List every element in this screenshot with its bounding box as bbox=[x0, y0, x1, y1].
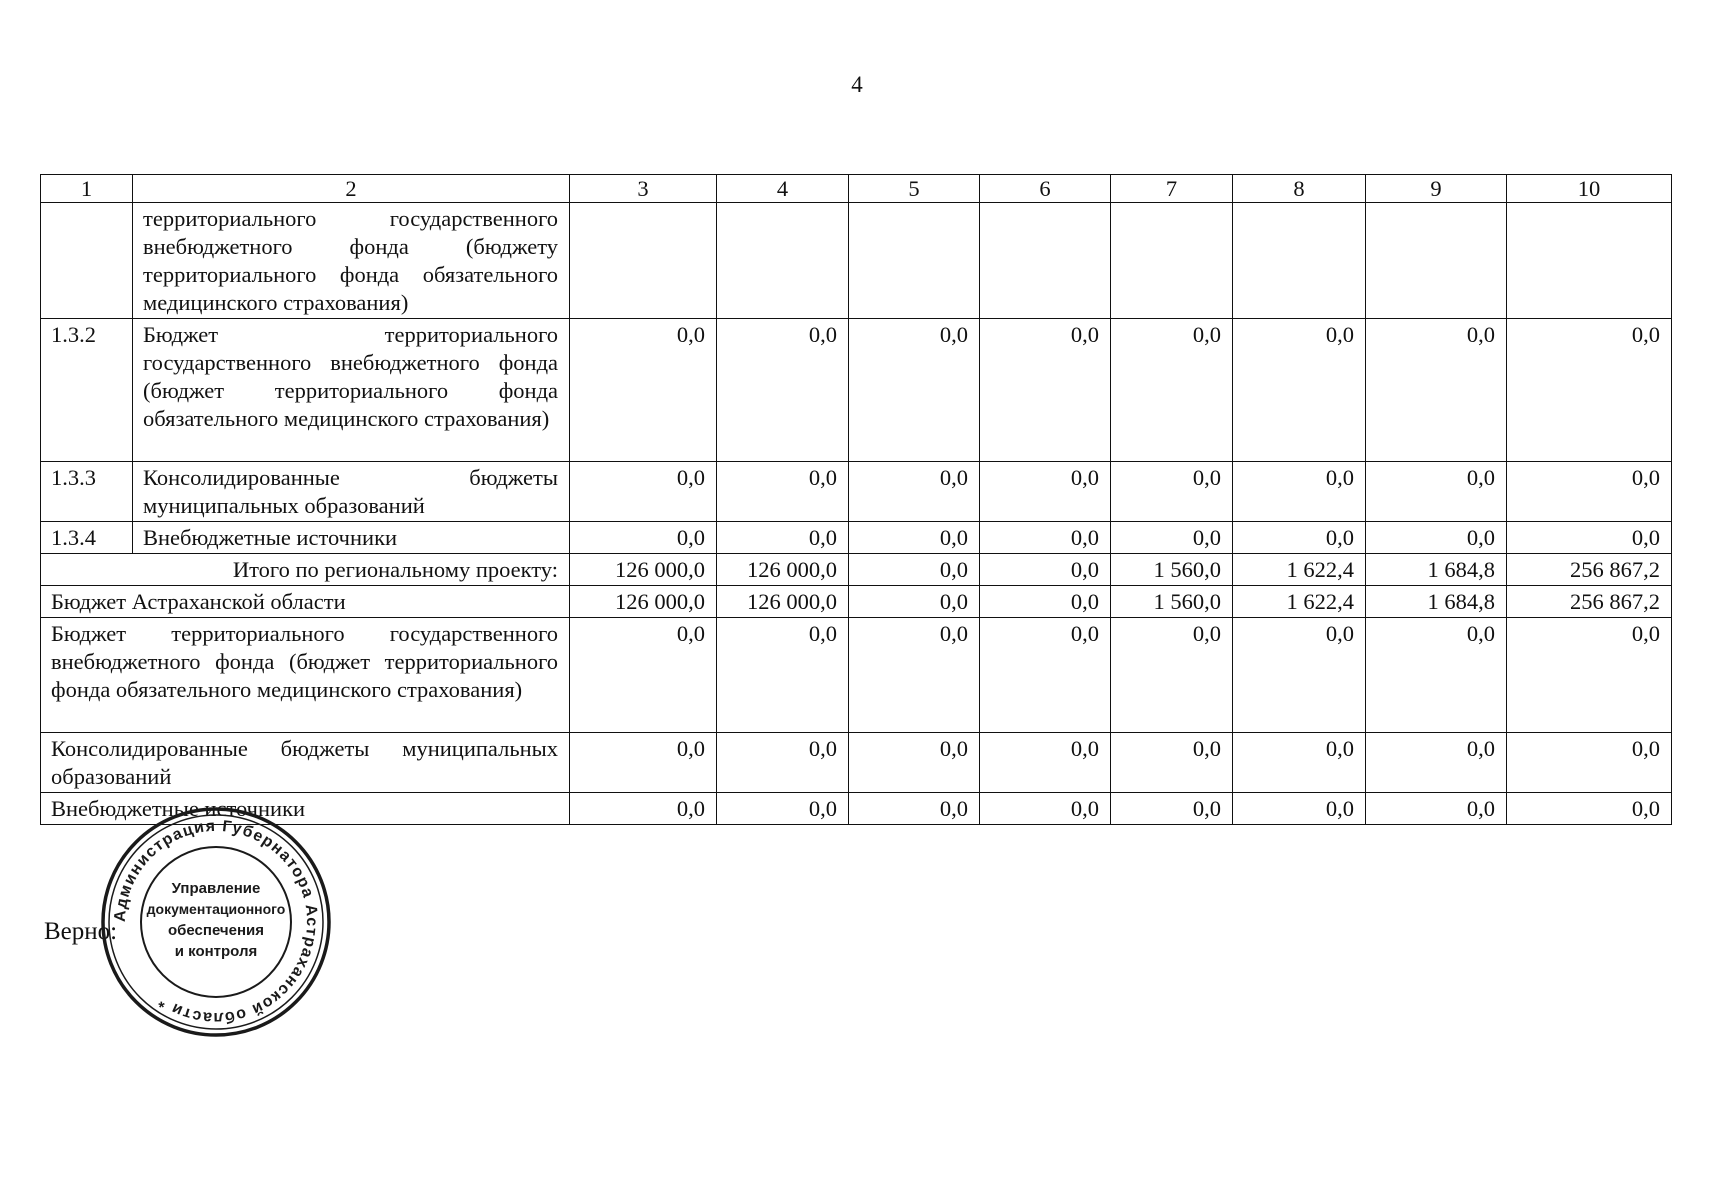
value-cell: 0,0 bbox=[1233, 618, 1366, 733]
summary-row bbox=[41, 733, 1672, 793]
value-cell: 0,0 bbox=[849, 586, 980, 618]
header-cell: 5 bbox=[849, 175, 980, 203]
value-cell: 0,0 bbox=[570, 522, 717, 554]
value-cell: 0,0 bbox=[1366, 319, 1507, 462]
value-cell: 0,0 bbox=[717, 462, 849, 522]
row-name: территориального государственного внебюджетного фонда (бюджету территориального фонда обязательного медицинского страхования) bbox=[133, 203, 570, 319]
value-cell: 1 684,8 bbox=[1366, 586, 1507, 618]
value-cell: 0,0 bbox=[1111, 462, 1233, 522]
value-cell: 1 560,0 bbox=[1111, 554, 1233, 586]
stamp-inner-line: и контроля bbox=[174, 943, 258, 960]
value-cell: 0,0 bbox=[717, 618, 849, 733]
value-cell: 0,0 bbox=[849, 793, 980, 825]
header-cell: 1 bbox=[41, 175, 133, 203]
value-cell: 0,0 bbox=[980, 586, 1111, 618]
value-cell: 0,0 bbox=[980, 793, 1111, 825]
value-cell bbox=[980, 203, 1111, 319]
stamp-seal-icon bbox=[100, 806, 332, 1038]
total-label: Итого по региональному проекту: bbox=[41, 554, 570, 586]
value-cell: 0,0 bbox=[1507, 733, 1672, 793]
value-cell bbox=[1233, 203, 1366, 319]
value-cell bbox=[849, 203, 980, 319]
page-number: 4 bbox=[851, 72, 863, 97]
value-cell bbox=[1111, 203, 1233, 319]
header-cell: 10 bbox=[1507, 175, 1672, 203]
value-cell: 126 000,0 bbox=[717, 586, 849, 618]
value-cell: 0,0 bbox=[1507, 793, 1672, 825]
row-code: 1.3.4 bbox=[41, 522, 133, 554]
table-header-row bbox=[41, 175, 1672, 203]
summary-label: Консолидированные бюджеты муниципальных образований bbox=[41, 733, 570, 793]
table-row bbox=[41, 203, 1672, 319]
verno-label: Верно: bbox=[44, 918, 118, 945]
stamp-inner-line: обеспечения bbox=[167, 922, 265, 939]
header-cell: 9 bbox=[1366, 175, 1507, 203]
header-cell: 3 bbox=[570, 175, 717, 203]
value-cell: 0,0 bbox=[1111, 733, 1233, 793]
total-row bbox=[41, 554, 1672, 586]
value-cell: 1 622,4 bbox=[1233, 554, 1366, 586]
header-cell: 7 bbox=[1111, 175, 1233, 203]
value-cell: 0,0 bbox=[1233, 462, 1366, 522]
stamp-outer-text: Администрация Губернатора Астраханской области * bbox=[111, 817, 321, 1027]
summary-label: Бюджет Астраханской области bbox=[41, 586, 570, 618]
row-name: Внебюджетные источники bbox=[133, 522, 570, 554]
value-cell: 0,0 bbox=[1366, 522, 1507, 554]
header-cell: 4 bbox=[717, 175, 849, 203]
value-cell: 0,0 bbox=[1233, 522, 1366, 554]
value-cell: 0,0 bbox=[980, 522, 1111, 554]
summary-label: Внебюджетные источники bbox=[41, 793, 570, 825]
table-row bbox=[41, 462, 1672, 522]
value-cell: 0,0 bbox=[717, 793, 849, 825]
value-cell: 0,0 bbox=[1366, 733, 1507, 793]
value-cell: 0,0 bbox=[1366, 618, 1507, 733]
official-stamp bbox=[100, 806, 332, 1038]
summary-label: Бюджет территориального государственного внебюджетного фонда (бюджет территориального фонда обязательного медицинского страхования) bbox=[41, 618, 570, 733]
value-cell: 0,0 bbox=[1366, 793, 1507, 825]
value-cell: 256 867,2 bbox=[1507, 586, 1672, 618]
value-cell: 0,0 bbox=[1233, 319, 1366, 462]
header-cell: 6 bbox=[980, 175, 1111, 203]
value-cell: 0,0 bbox=[849, 733, 980, 793]
stamp-inner-line: Управление bbox=[171, 880, 261, 897]
stamp-inner-line: документационного bbox=[146, 901, 286, 917]
row-name: Консолидированные бюджеты муниципальных образований bbox=[133, 462, 570, 522]
value-cell: 0,0 bbox=[717, 733, 849, 793]
value-cell: 0,0 bbox=[980, 462, 1111, 522]
value-cell: 0,0 bbox=[1507, 522, 1672, 554]
value-cell bbox=[717, 203, 849, 319]
value-cell bbox=[1507, 203, 1672, 319]
value-cell: 0,0 bbox=[1111, 793, 1233, 825]
value-cell: 0,0 bbox=[1507, 618, 1672, 733]
value-cell: 0,0 bbox=[1111, 618, 1233, 733]
value-cell: 0,0 bbox=[570, 462, 717, 522]
value-cell: 1 684,8 bbox=[1366, 554, 1507, 586]
value-cell: 1 622,4 bbox=[1233, 586, 1366, 618]
value-cell: 0,0 bbox=[1233, 733, 1366, 793]
budget-table bbox=[40, 174, 1672, 825]
value-cell: 0,0 bbox=[849, 618, 980, 733]
header-cell: 2 bbox=[133, 175, 570, 203]
value-cell: 0,0 bbox=[980, 319, 1111, 462]
value-cell: 0,0 bbox=[1233, 793, 1366, 825]
value-cell: 0,0 bbox=[980, 554, 1111, 586]
value-cell: 0,0 bbox=[849, 462, 980, 522]
value-cell: 0,0 bbox=[1507, 462, 1672, 522]
table-row bbox=[41, 319, 1672, 462]
row-code bbox=[41, 203, 133, 319]
value-cell: 0,0 bbox=[980, 733, 1111, 793]
value-cell: 0,0 bbox=[717, 522, 849, 554]
table-row bbox=[41, 522, 1672, 554]
value-cell: 0,0 bbox=[980, 618, 1111, 733]
value-cell: 0,0 bbox=[849, 522, 980, 554]
value-cell: 126 000,0 bbox=[717, 554, 849, 586]
value-cell: 0,0 bbox=[849, 319, 980, 462]
value-cell: 0,0 bbox=[570, 793, 717, 825]
value-cell: 0,0 bbox=[1366, 462, 1507, 522]
summary-row bbox=[41, 586, 1672, 618]
row-code: 1.3.2 bbox=[41, 319, 133, 462]
value-cell: 0,0 bbox=[570, 319, 717, 462]
value-cell: 0,0 bbox=[1111, 522, 1233, 554]
row-code: 1.3.3 bbox=[41, 462, 133, 522]
value-cell: 0,0 bbox=[570, 618, 717, 733]
header-cell: 8 bbox=[1233, 175, 1366, 203]
value-cell: 0,0 bbox=[570, 733, 717, 793]
value-cell: 0,0 bbox=[1111, 319, 1233, 462]
summary-row bbox=[41, 618, 1672, 733]
value-cell: 0,0 bbox=[849, 554, 980, 586]
value-cell: 0,0 bbox=[1507, 319, 1672, 462]
value-cell: 1 560,0 bbox=[1111, 586, 1233, 618]
value-cell: 0,0 bbox=[717, 319, 849, 462]
value-cell: 256 867,2 bbox=[1507, 554, 1672, 586]
row-name: Бюджет территориального государственного внебюджетного фонда (бюджет территориального фонда обязательного медицинского страхования) bbox=[133, 319, 570, 462]
value-cell bbox=[570, 203, 717, 319]
value-cell: 126 000,0 bbox=[570, 554, 717, 586]
value-cell: 126 000,0 bbox=[570, 586, 717, 618]
value-cell bbox=[1366, 203, 1507, 319]
